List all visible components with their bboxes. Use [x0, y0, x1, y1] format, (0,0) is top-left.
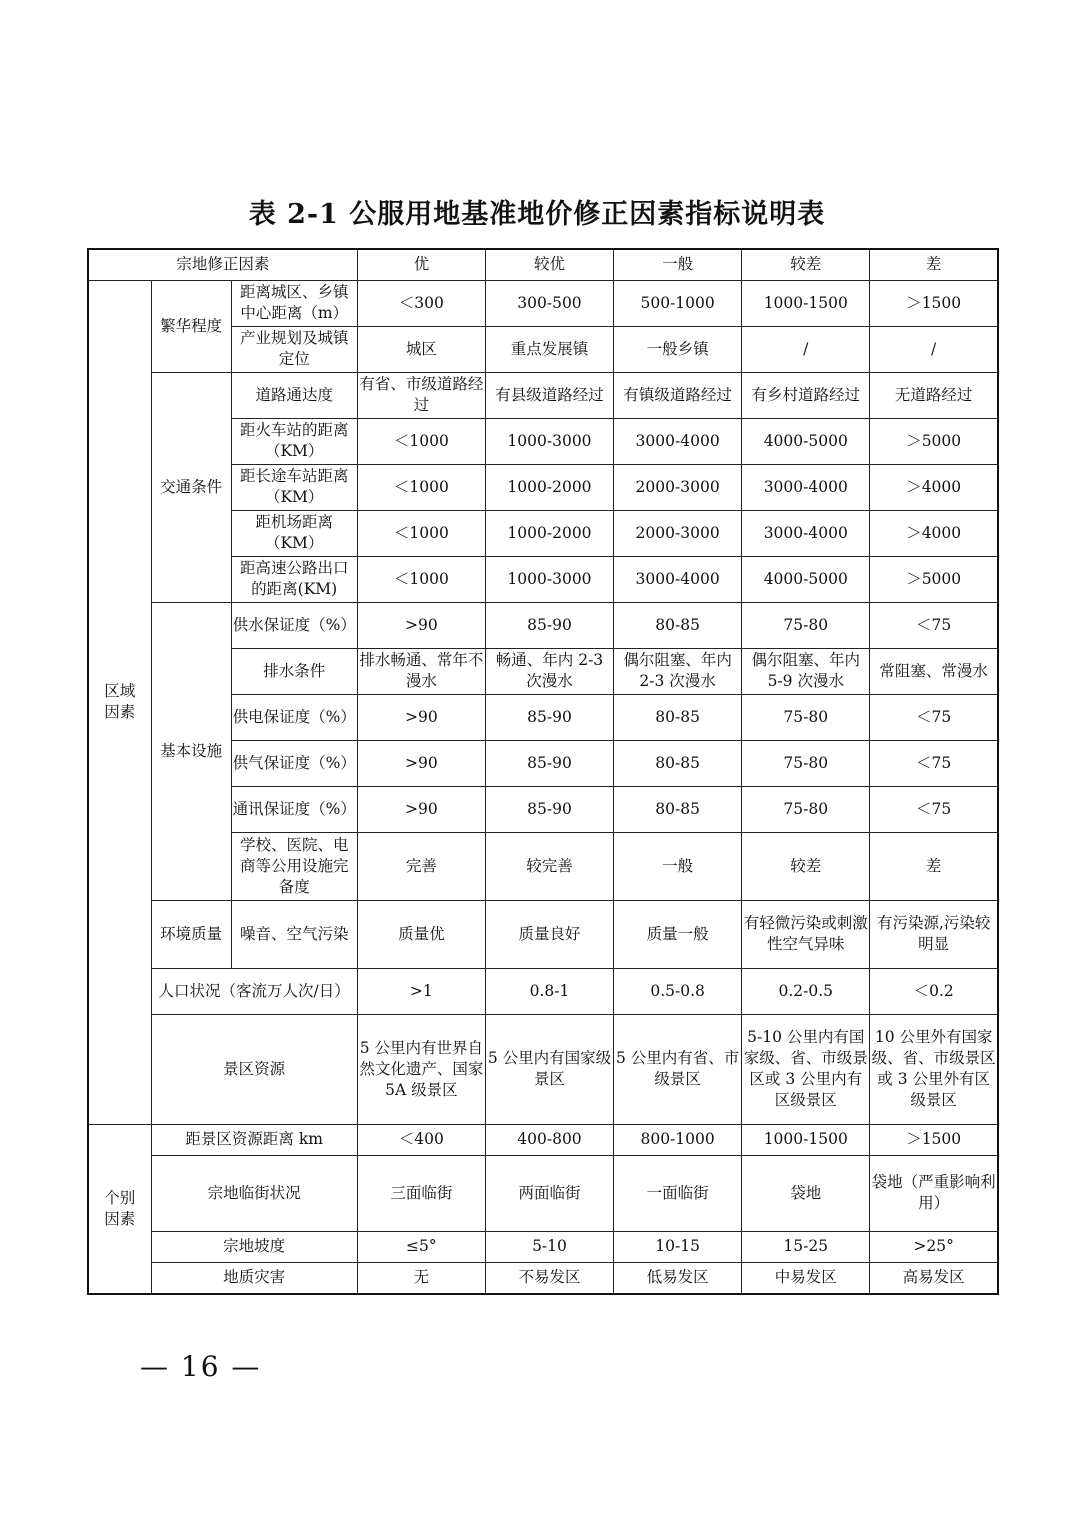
value-cell: 2000-3000 — [614, 464, 742, 510]
value-cell: 有乡村道路经过 — [742, 372, 870, 418]
value-cell: 有污染源,污染较明显 — [870, 900, 998, 968]
value-cell: ＞4000 — [870, 510, 998, 556]
row-label: 距长途车站距离（KM） — [231, 464, 357, 510]
value-cell: 80-85 — [614, 740, 742, 786]
value-cell: 300-500 — [485, 280, 613, 326]
table-row — [88, 1124, 998, 1155]
value-cell: 差 — [870, 832, 998, 900]
row-label: 供电保证度（%） — [231, 694, 357, 740]
row-label: 人口状况（客流万人次/日） — [151, 968, 357, 1014]
value-cell: ＜1000 — [357, 418, 485, 464]
value-cell: ＜300 — [357, 280, 485, 326]
value-cell: 重点发展镇 — [485, 326, 613, 372]
group-individual: 个别因素 — [88, 1124, 151, 1294]
row-label: 供气保证度（%） — [231, 740, 357, 786]
table-row — [88, 1262, 998, 1294]
value-cell: ＞5000 — [870, 418, 998, 464]
value-cell: 高易发区 — [870, 1262, 998, 1294]
value-cell: 80-85 — [614, 786, 742, 832]
value-cell: 一面临街 — [614, 1155, 742, 1231]
value-cell: 有县级道路经过 — [485, 372, 613, 418]
value-cell: 城区 — [357, 326, 485, 372]
table-row — [88, 1014, 998, 1124]
value-cell: ＞1500 — [870, 1124, 998, 1155]
header-row — [88, 249, 998, 280]
value-cell: 偶尔阻塞、年内 2-3 次漫水 — [614, 648, 742, 694]
value-cell: ＞5000 — [870, 556, 998, 602]
value-cell: 无道路经过 — [870, 372, 998, 418]
row-label: 通讯保证度（%） — [231, 786, 357, 832]
value-cell: 85-90 — [485, 740, 613, 786]
value-cell: 75-80 — [742, 786, 870, 832]
value-cell: 袋地（严重影响利用） — [870, 1155, 998, 1231]
table-title: 表 2-1 公服用地基准地价修正因素指标说明表 — [248, 199, 826, 230]
value-cell: 5 公里内有国家级景区 — [485, 1014, 613, 1124]
table-row — [88, 900, 998, 968]
value-cell: ＜1000 — [357, 464, 485, 510]
value-cell: / — [870, 326, 998, 372]
value-cell: 低易发区 — [614, 1262, 742, 1294]
table-row — [88, 1155, 998, 1231]
value-cell: ＜0.2 — [870, 968, 998, 1014]
value-cell: ＜75 — [870, 694, 998, 740]
value-cell: 质量一般 — [614, 900, 742, 968]
value-cell: 1000-2000 — [485, 510, 613, 556]
value-cell: ＞1500 — [870, 280, 998, 326]
value-cell: >90 — [357, 602, 485, 648]
value-cell: 有省、市级道路经过 — [357, 372, 485, 418]
value-cell: 3000-4000 — [742, 464, 870, 510]
value-cell: 0.5-0.8 — [614, 968, 742, 1014]
subgroup-environment: 环境质量 — [151, 900, 231, 968]
value-cell: 较完善 — [485, 832, 613, 900]
row-label: 地质灾害 — [151, 1262, 357, 1294]
value-cell: 无 — [357, 1262, 485, 1294]
row-label: 距火车站的距离（KM） — [231, 418, 357, 464]
value-cell: 3000-4000 — [614, 418, 742, 464]
value-cell: 0.2-0.5 — [742, 968, 870, 1014]
value-cell: 5 公里内有省、市级景区 — [614, 1014, 742, 1124]
value-cell: 1000-3000 — [485, 556, 613, 602]
row-label: 景区资源 — [151, 1014, 357, 1124]
value-cell: 畅通、年内 2-3 次漫水 — [485, 648, 613, 694]
value-cell: 85-90 — [485, 602, 613, 648]
table-row — [88, 372, 998, 418]
value-cell: >90 — [357, 786, 485, 832]
value-cell: 2000-3000 — [614, 510, 742, 556]
value-cell: 不易发区 — [485, 1262, 613, 1294]
subgroup-traffic: 交通条件 — [151, 372, 231, 602]
table-row — [88, 280, 998, 326]
table-row — [88, 602, 998, 648]
value-cell: ＜400 — [357, 1124, 485, 1155]
subgroup-infrastructure: 基本设施 — [151, 602, 231, 900]
value-cell: 完善 — [357, 832, 485, 900]
value-cell: 85-90 — [485, 786, 613, 832]
value-cell: 5-10 公里内有国家级、省、市级景区或 3 公里内有区级景区 — [742, 1014, 870, 1124]
value-cell: 质量良好 — [485, 900, 613, 968]
value-cell: 三面临街 — [357, 1155, 485, 1231]
value-cell: 1000-2000 — [485, 464, 613, 510]
value-cell: 5 公里内有世界自然文化遗产、国家 5A 级景区 — [357, 1014, 485, 1124]
row-label: 噪音、空气污染 — [231, 900, 357, 968]
page-number: — 16 — — [140, 1350, 262, 1383]
value-cell: >25° — [870, 1231, 998, 1262]
value-cell: 两面临街 — [485, 1155, 613, 1231]
header-level: 较优 — [485, 249, 613, 280]
value-cell: 常阻塞、常漫水 — [870, 648, 998, 694]
value-cell: 800-1000 — [614, 1124, 742, 1155]
value-cell: 4000-5000 — [742, 418, 870, 464]
value-cell: 3000-4000 — [614, 556, 742, 602]
header-level: 优 — [357, 249, 485, 280]
value-cell: 80-85 — [614, 694, 742, 740]
value-cell: 75-80 — [742, 740, 870, 786]
value-cell: 400-800 — [485, 1124, 613, 1155]
header-level: 差 — [870, 249, 998, 280]
value-cell: 80-85 — [614, 602, 742, 648]
value-cell: 一般 — [614, 832, 742, 900]
header-factor: 宗地修正因素 — [88, 249, 357, 280]
value-cell: 10-15 — [614, 1231, 742, 1262]
value-cell: 10 公里外有国家级、省、市级景区或 3 公里外有区级景区 — [870, 1014, 998, 1124]
value-cell: 有轻微污染或刺激性空气异味 — [742, 900, 870, 968]
row-label: 距景区资源距离 km — [151, 1124, 357, 1155]
table-row — [88, 968, 998, 1014]
value-cell: 1000-3000 — [485, 418, 613, 464]
value-cell: ＜1000 — [357, 556, 485, 602]
row-label: 产业规划及城镇定位 — [231, 326, 357, 372]
value-cell: 一般乡镇 — [614, 326, 742, 372]
value-cell: 3000-4000 — [742, 510, 870, 556]
row-label: 距高速公路出口的距离(KM) — [231, 556, 357, 602]
value-cell: 4000-5000 — [742, 556, 870, 602]
value-cell: ＜75 — [870, 740, 998, 786]
row-label: 供水保证度（%） — [231, 602, 357, 648]
value-cell: 较差 — [742, 832, 870, 900]
value-cell: 排水畅通、常年不漫水 — [357, 648, 485, 694]
value-cell: 中易发区 — [742, 1262, 870, 1294]
row-label: 道路通达度 — [231, 372, 357, 418]
value-cell: 0.8-1 — [485, 968, 613, 1014]
subgroup-prosperity: 繁华程度 — [151, 280, 231, 372]
row-label: 距机场距离（KM） — [231, 510, 357, 556]
value-cell: 偶尔阻塞、年内 5-9 次漫水 — [742, 648, 870, 694]
value-cell: 75-80 — [742, 602, 870, 648]
value-cell: 袋地 — [742, 1155, 870, 1231]
header-level: 较差 — [742, 249, 870, 280]
value-cell: ＞4000 — [870, 464, 998, 510]
factor-table — [87, 248, 999, 1295]
value-cell: 质量优 — [357, 900, 485, 968]
value-cell: >1 — [357, 968, 485, 1014]
row-label: 学校、医院、电商等公用设施完备度 — [231, 832, 357, 900]
value-cell: ≤5° — [357, 1231, 485, 1262]
row-label: 宗地临街状况 — [151, 1155, 357, 1231]
value-cell: 500-1000 — [614, 280, 742, 326]
row-label: 距离城区、乡镇中心距离（m） — [231, 280, 357, 326]
value-cell: 5-10 — [485, 1231, 613, 1262]
header-level: 一般 — [614, 249, 742, 280]
group-regional: 区域因素 — [88, 280, 151, 1124]
value-cell: 1000-1500 — [742, 280, 870, 326]
value-cell: 85-90 — [485, 694, 613, 740]
table-row — [88, 1231, 998, 1262]
value-cell: / — [742, 326, 870, 372]
row-label: 宗地坡度 — [151, 1231, 357, 1262]
value-cell: 1000-1500 — [742, 1124, 870, 1155]
value-cell: ＜75 — [870, 602, 998, 648]
value-cell: ＜1000 — [357, 510, 485, 556]
value-cell: 有镇级道路经过 — [614, 372, 742, 418]
value-cell: >90 — [357, 740, 485, 786]
value-cell: ＜75 — [870, 786, 998, 832]
row-label: 排水条件 — [231, 648, 357, 694]
value-cell: 15-25 — [742, 1231, 870, 1262]
value-cell: >90 — [357, 694, 485, 740]
value-cell: 75-80 — [742, 694, 870, 740]
